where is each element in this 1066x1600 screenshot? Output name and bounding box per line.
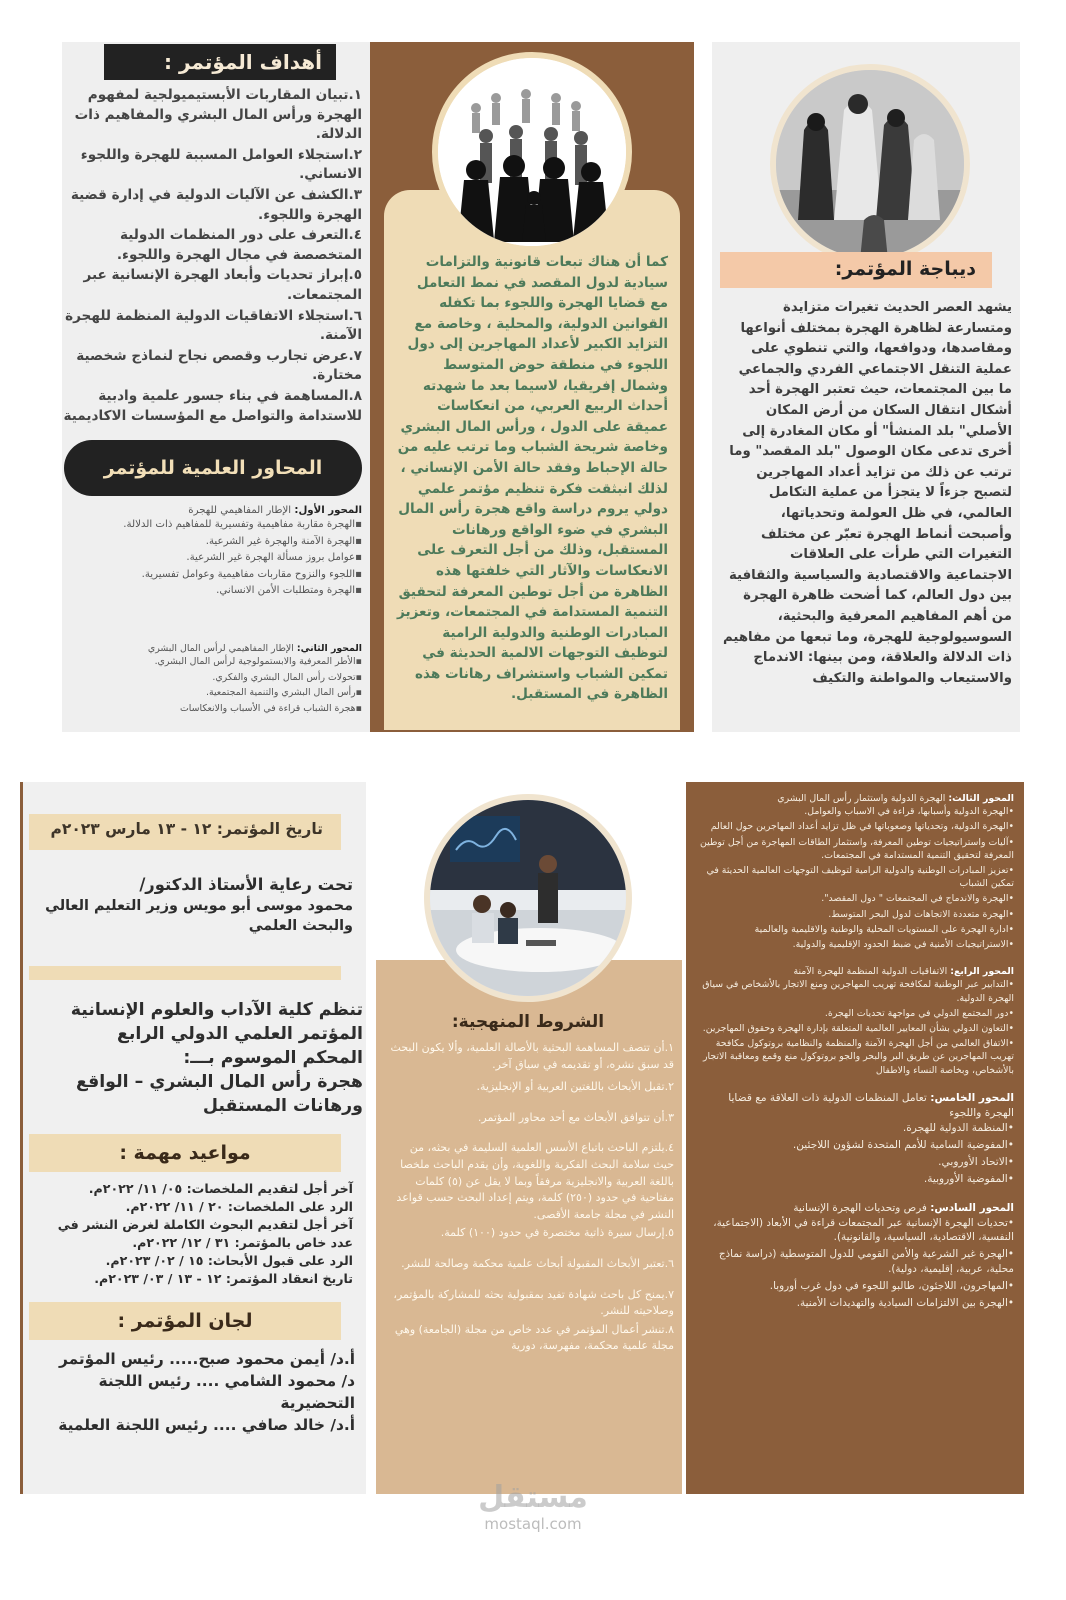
deadline-item: الرد على الملخصات: ٢٠ / ١١/ ٢٠٢٢م. (125, 1199, 353, 1214)
deadlines-band (29, 1134, 341, 1172)
axis6-title: فرص وتحديات الهجرة الإنسانية (793, 1201, 927, 1214)
axis4-item: •التدابير عبر الوطنية لمكافحة تهريب المهاجرين ومنع الاتجار بالأشخاص في سياق الهجرة الدولية. (702, 979, 1014, 1004)
methodology-title: الشروط المنهجية: (451, 1012, 605, 1032)
organizer-line: هجرة رأس المال البشري – الواقع (75, 1072, 363, 1092)
objective-item: ٨.المساهمة في بناء جسور علمية وادبية للاستدامة والتواصل مع المؤسسات الاكاديمية (63, 387, 362, 424)
axis4-item: •دور المجتمع الدولي في مواجهة تحديات الهجرة. (824, 1007, 1014, 1019)
axis6-item: •تحديات الهجرة الإنسانية عبر المجتمعات قراءة في الأبعاد (الاجتماعية، النفسية، الاقتصادية، السياسية، والقانونية). (713, 1216, 1014, 1244)
crowd-silhouette-photo (432, 52, 632, 252)
organizer-block (31, 998, 363, 1118)
axis3-list (696, 805, 1014, 951)
deadline-item: تاريخ انعقاد المؤتمر: ١٢ - ١٣ / ٠٣/ ٢٠٢٣م. (94, 1271, 353, 1286)
axis6-item: •المهاجرون، اللاجئون، طالبو اللجوء في دول غرب أوروبا. (769, 1279, 1014, 1292)
axis3-item: •ادارة الهجرة على المستويات المحلية والوطنية والاقليمية والعالمية (754, 923, 1014, 935)
axis2-item: ▪تحولات رأس المال البشري والفكري. (212, 671, 362, 683)
axis2-item: ▪رأس المال البشري والتنمية المجتمعية. (205, 687, 362, 699)
methodology-item: ٢.تقبل الأبحاث باللغتين العربية أو الإنجليزية. (476, 1080, 674, 1094)
organizer-line: تنظم كلية الآداب والعلوم الإنسانية (70, 1000, 363, 1020)
methodology-item: ٦.تعتبر الأبحاث المقبولة أبحاث علمية محكمة وصالحة للنشر. (401, 1256, 674, 1270)
objective-item: ١.تبيان المقاربات الأبستيميولجية لمفهوم الهجرة ورأس المال البشري والمفاهيم ذات الدلالة. (74, 87, 362, 143)
axis5-title: تعامل المنظمات الدولية ذات العلاقة مع قضايا الهجرة واللجوء (728, 1091, 1014, 1119)
crowd-silhouette-art (436, 58, 626, 248)
axis3-item: •الهجرة متعددة الاتجاهات لدول البحر المتوسط. (828, 908, 1014, 920)
axis2-label: المحور الثاني: (296, 643, 362, 654)
patron-title: تحت رعاية الأستاذ الدكتور/ (139, 875, 353, 894)
axis5-label: المحور الخامس: (930, 1091, 1014, 1104)
axis2-item: ▪هجرة الشباب قراءة في الأسباب والانعكاسات (179, 702, 362, 714)
methodology-item: ٣.أن تتوافق الأبحاث مع أحد محاور المؤتمر. (477, 1110, 674, 1124)
axis1-item: ▪الهجرة مقاربة مفاهيمية وتفسيرية للمفاهيم ذات الدلالة. (123, 519, 362, 531)
axis5-item: •المفوضية الأوروبية. (923, 1172, 1014, 1185)
axis5-item: •المفوضية السامية للأمم المتحدة لشؤون اللاجئين. (792, 1138, 1014, 1151)
axis2-title: الإطار المفاهيمي لرأس المال البشري (147, 643, 294, 654)
axis2-block (66, 642, 362, 717)
objectives-title: أهداف المؤتمر : (104, 44, 336, 80)
axes-panel (686, 782, 1024, 1494)
patron-block (33, 874, 353, 936)
axis5-heading (696, 1091, 1014, 1121)
objective-item: ٥.إبراز تحديات وأبعاد الهجرة الإنسانية عبر المجتمعات. (83, 267, 362, 303)
preamble-body: يشهد العصر الحديث تغيرات متزايدة ومتسارعة لظاهرة الهجرة بمختلف أنواعها ومقاصدها، ودوافعها، والتي تنطوي على عملية التنقل الاجتماعي الفردي والجماعي ما بين المجتمعات، حيث تعتبر الهجرة أحد أشكال انتقال السكان من أرض المكان الأصلي" بلد المنشأ" أو مكان المغادرة إلى أخرى تدعى مكان الوصول "بلد المقصد" وما ترتب عن ذلك من تزايد أعداد المهاجرين لتصبح جزءاً لا يتجزأ من عملية التكامل العالمي، في ظل العولمة وتحدياتها، وأصبحت أنماط الهجرة تعبّر عن مختلف التغيرات التي طرأت على العلاقات الاجتماعية والاقتصادية والسياسية والثقافية بين دول العالم، كما أضحت ظاهرة الهجرة من أهم المفاهيم المعرفية والبحثية، السوسيولوجية للهجرة، وما تبعها من مفاهيم ذات الدلالة والعلاقة، ومن بينها: الاندماج والاستيعاب والمواطنة والتكيف (722, 300, 1012, 686)
objective-item: ٣.الكشف عن الآليات الدولية في إدارة قضية الهجرة واللجوء. (70, 186, 362, 223)
committees-band (29, 1302, 341, 1340)
axes-title: المحاور العلمية للمؤتمر (103, 457, 323, 479)
organizer-line: المؤتمر العلمي الدولي الرابع (116, 1024, 363, 1044)
meeting-photo-art (430, 800, 626, 996)
axis5-item: •المنظمة الدولية للهجرة. (902, 1121, 1014, 1134)
committees-title: لجان المؤتمر : (117, 1310, 253, 1332)
committee-item: د/ محمود الشامي .... رئيس اللجنة التحضيرية (98, 1372, 355, 1412)
organizer-line: ورهانات المستقبل (202, 1096, 363, 1116)
separator-band (29, 966, 341, 980)
methodology-item: ٨.تنشر أعمال المؤتمر في عدد خاص من مجلة (الجامعة) وهي مجلة علمية محكمة، مفهرسة، دورية (394, 1322, 674, 1353)
preamble-panel (712, 42, 1020, 732)
axis1-item: ▪عوامل بروز مسألة الهجرة غير الشرعية. (186, 552, 362, 564)
meeting-photo (424, 794, 632, 1002)
axis4-list (696, 978, 1014, 1076)
watermark (433, 1480, 633, 1533)
axis2-list (66, 655, 362, 715)
organizer-line: المحكم الموسوم بـــ: (183, 1048, 363, 1068)
axis1-heading (66, 504, 362, 518)
objectives-panel (62, 42, 370, 732)
deadlines-list (35, 1180, 353, 1288)
methodology-item: ٤.يلتزم الباحث باتباع الأسس العلمية السليمة في بحثه، من حيث سلامة البحث الفكرية واللغوية، وأن يقدم الباحث ملخصا باللغة العربية والانجليزية مرفقاً وبما لا يقل عن (٥) كلمات مفتاحية في حدود (٢٥٠) كلمة، ويتم إعداد البحث حسب قواعد النشر في مجلة جامعة الأقصى. (396, 1141, 674, 1221)
axis6-item: •الهجرة بين الالتزامات السيادية والتهديدات الأمنية. (796, 1296, 1014, 1309)
axis3-item: •الهجرة الدولية، وتحدياتها وصعوباتها في ظل تزايد أعداد المهاجرين حول العالم (710, 821, 1014, 833)
axis3-item: •الاستراتيجيات الأمنية في ضبط الحدود الإقليمية والدولية. (792, 939, 1014, 951)
axis3-label: المحور الثالث: (948, 793, 1014, 804)
axes-title-pill (64, 440, 362, 496)
refugees-photo (770, 64, 970, 264)
brochure-inner-sheet (20, 782, 1024, 1494)
axis4-label: المحور الرابع: (950, 966, 1014, 978)
committee-item: أ.د/ أيمن محمود صبح..... رئيس المؤتمر (59, 1350, 355, 1368)
axis1-list (66, 518, 362, 598)
methodology-item: ٥.إرسال سيرة ذاتية مختصرة في حدود (١٠٠) كلمة. (440, 1226, 674, 1240)
axis5-block (696, 1091, 1014, 1187)
conference-date: تاريخ المؤتمر: ١٢ - ١٣ مارس ٢٠٢٣م (50, 820, 323, 838)
axis6-list (696, 1216, 1014, 1311)
axis6-block (696, 1201, 1014, 1311)
axis6-item: •الهجرة غير الشرعية والأمن القومي للدول المتوسطية (دراسة نماذج محلية، عربية، إقليمية، دولية). (718, 1248, 1014, 1276)
objective-item: ٤.التعرف على دور المنظمات الدولية المتخصصة في مجال الهجرة واللجوء. (116, 227, 362, 263)
axis4-heading (696, 965, 1014, 978)
axis1-item: ▪الهجرة الآمنة والهجرة غير الشرعية. (205, 535, 362, 547)
methodology-list (386, 1040, 674, 1355)
axis3-item: •تعزيز المبادرات الوطنية والدولية الرامية لتوظيف التوجهات العالمية الحديثة في تمكين الشباب (706, 865, 1014, 890)
objective-item: ٦.استجلاء الاتفاقيات الدولية المنظمة للهجرة الآمنة. (65, 307, 362, 344)
axis3-item: •آليات واستراتيجيات توطين المعرفة، واستثمار الطاقات المهاجرة من أجل توطين المعرفة لتحقيق التنمية المستدامة في المجتمعات. (699, 836, 1014, 861)
info-panel (20, 782, 366, 1494)
axis2-heading (66, 642, 362, 655)
objective-item: ٢.استجلاء العوامل المسببة للهجرة واللجوء الانساني. (80, 146, 362, 183)
middle-body: كما أن هناك تبعات قانونية والتزامات سيادية لدول المقصد في نمط التعامل مع قضايا الهجرة واللجوء بما تكفله القوانين الدولية، والمحلية ، وخاصة مع التزايد الكبير لأعداد المهاجرين إلى دول اللجوء في منطقة حوض المتوسط وشمال إفريقيا، لاسيما بعد ما شهدته أحداث الربيع العربي، من انعكاسات عميقة على الدول ، ورأس المال البشري وخاصة شريحة الشباب وما ترتب عليه من حالة الإحباط وفقد حالة الأمن الإنساني ، لذلك انبثقت فكرة تنظيم مؤتمر علمي دولي يروم دراسة واقع هجرة رأس المال البشري في ضوء الواقع ورهانات المستقبل، وذلك من أجل التعرف على الانعكاسات والآثار التي خلفتها هذه الظاهرة من أجل توطين المعرفة لتحقيق التنمية المستدامة في المجتمعات، وتعزيز المبادرات الوطنية والدولية الرامية لتوظيف التوجهات الالمية الحديثة في تمكين الشباب واستشراف رهانات هذه الظاهرة في المستقبل. (397, 254, 668, 703)
axis4-item: •الاتفاق العالمي من أجل الهجرة الآمنة والمنظمة والنظامية بروتوكول مكافحة تهريب المهاجرين عن طريق البر والبحر والجو بروتوكول منع وقمع ومعاقبة الاتجار بالأشخاص، وبخاصة النساء والاطفال (702, 1038, 1014, 1076)
preamble-title: ديباجة المؤتمر: (834, 258, 976, 280)
axis1-label: المحور الأول: (294, 505, 362, 516)
date-band (29, 814, 341, 850)
deadline-item: آخر أجل لتقديم البحوث الكاملة لغرض النشر في عدد خاص بالمؤتمر: ٣١ / ١٢/ ٢٠٢٢م. (57, 1217, 353, 1250)
axis6-heading (696, 1201, 1014, 1216)
committees-list (33, 1348, 355, 1436)
axis4-title: الاتفاقيات الدولية المنظمة للهجرة الآمنة (793, 966, 948, 978)
middle-panel (370, 42, 694, 732)
axis5-item: •الاتحاد الأوروبي. (938, 1155, 1014, 1168)
axis1-block (66, 504, 362, 600)
deadlines-title: مواعيد مهمة : (119, 1142, 251, 1164)
deadline-item: آخر أجل لتقديم الملخصات: ٠٥/ ١١/ ٢٠٢٢م. (88, 1181, 353, 1196)
committee-item: أ.د/ خالد صافي .... رئيس اللجنة العلمية (58, 1416, 355, 1434)
preamble-title-band (720, 252, 992, 288)
axis4-block (696, 965, 1014, 1077)
axis6-label: المحور السادس: (930, 1201, 1014, 1214)
axis3-heading (696, 792, 1014, 805)
deadline-item: الرد على قبول الأبحاث: ١٥ / ٠٢/ ٢٠٢٣م. (105, 1253, 353, 1268)
axis3-block (696, 792, 1014, 951)
methodology-item: ٧.يمنح كل باحث شهادة تفيد بمقبولية بحثه للمشاركة بالمؤتمر، وصلاحيته للنشر. (393, 1287, 674, 1318)
objective-item: ٧.عرض تجارب وقصص نجاح لنماذج شخصية مختارة. (76, 347, 362, 384)
axis4-item: •التعاون الدولي بشأن المعايير العالمية المتعلقة بإدارة الهجرة وحقوق المهاجرين. (702, 1023, 1014, 1035)
axis1-item: ▪اللجوء والنزوح مقاربات مفاهيمية وعوامل تفسيرية. (141, 568, 362, 580)
objectives-list (62, 86, 362, 427)
refugees-photo-art (770, 70, 964, 264)
axis3-item: •الهجرة الدولية وأسبابها، قراءة في الاسباب والعوامل. (804, 806, 1014, 818)
methodology-panel (372, 782, 686, 1494)
watermark-logo: مستقل (478, 1480, 588, 1515)
watermark-url: mostaql.com (484, 1515, 582, 1533)
axis3-title: الهجرة الدولية واستثمار رأس المال البشري (777, 793, 946, 804)
brochure-outer-sheet (62, 42, 1020, 732)
patron-name: محمود موسى أبو مويس وزير التعليم العالي والبحث العلمي (45, 898, 353, 934)
axis3-item: •الهجرة والاندماج في المجتمعات " دول المقصد". (821, 893, 1014, 905)
axis1-title: الإطار المفاهيمي للهجرة (188, 505, 292, 516)
axis1-item: ▪الهجرة ومتطلبات الأمن الانساني. (216, 585, 362, 597)
methodology-item: ١.أن تتصف المساهمة البحثية بالأصالة العلمية، وألا يكون البحث قد سبق نشره، أو تقديمه في سياق آخر. (390, 1041, 674, 1071)
axis2-item: ▪الأطر المعرفية والابستمولوجية لرأس المال البشري. (154, 656, 362, 668)
axes-3-6 (696, 792, 1014, 1312)
axis5-list (696, 1121, 1014, 1187)
